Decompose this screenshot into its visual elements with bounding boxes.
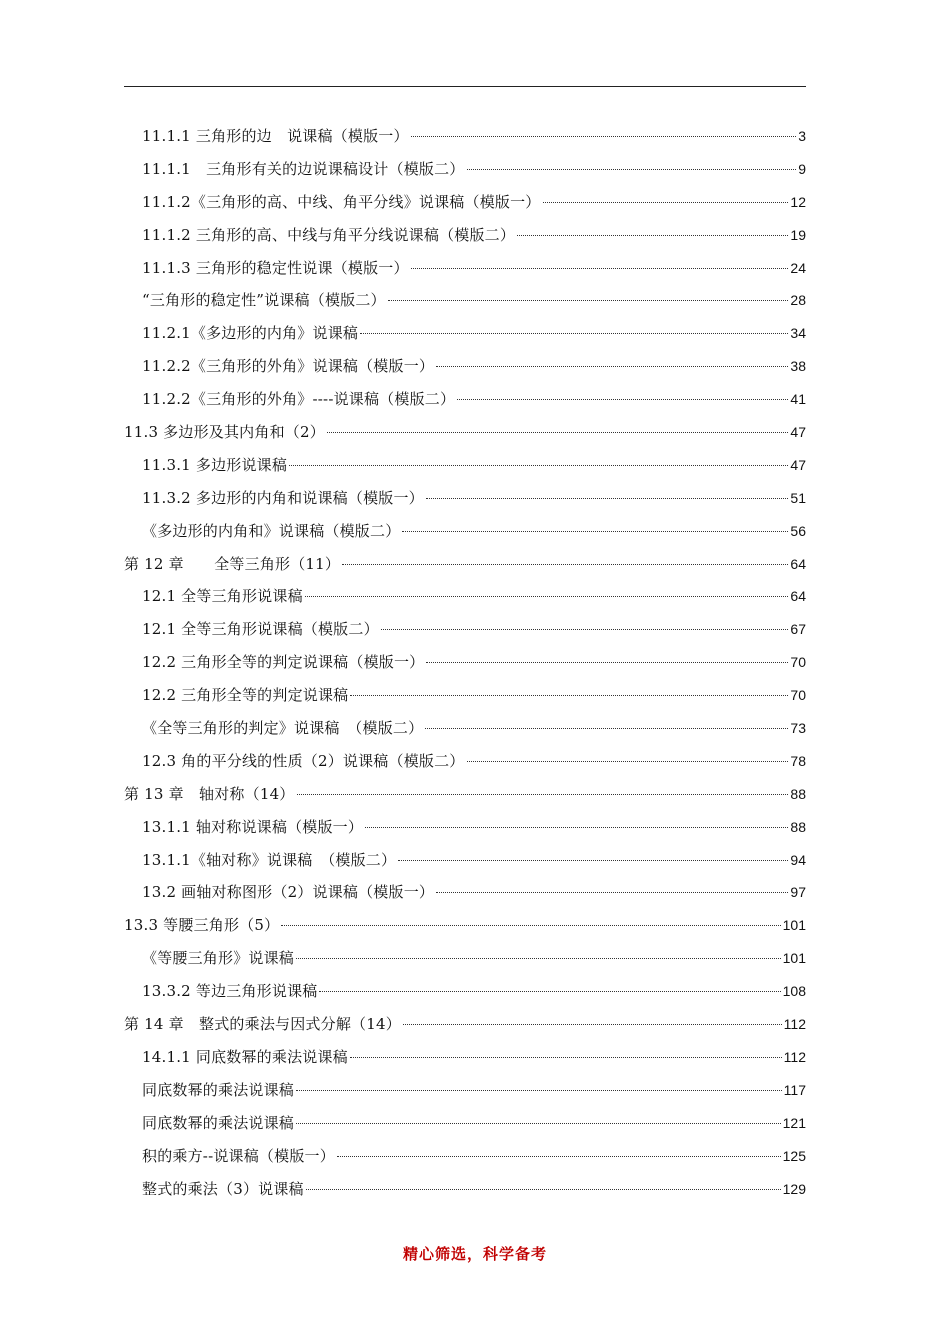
toc-entry-title: 14.1.1 同底数幂的乘法说课稿 (142, 1047, 348, 1066)
dot-leader (296, 958, 781, 959)
toc-entry-title: 12.1 全等三角形说课稿 (142, 587, 303, 606)
dot-leader (281, 925, 780, 926)
toc-entry-title: 11.1.1 三角形的边 说课稿（模版一） (142, 127, 409, 145)
toc-entry[interactable] (124, 1041, 806, 1074)
toc-entry-title: “三角形的稳定性”说课稿（模版二） (142, 291, 386, 310)
toc-entry-page: 64 (790, 555, 806, 572)
toc-entry-page: 94 (790, 851, 806, 868)
toc-entry[interactable] (124, 712, 806, 745)
dot-leader (350, 1057, 782, 1058)
toc-entry-page: 19 (790, 226, 806, 243)
toc-entry-title: 同底数幂的乘法说课稿 (142, 1113, 295, 1132)
dot-leader (306, 1189, 781, 1190)
toc-entry[interactable] (124, 120, 806, 153)
toc-entry-page: 101 (782, 917, 806, 934)
toc-entry[interactable] (124, 186, 806, 219)
toc-entry-title: 13.3.2 等边三角形说课稿 (142, 982, 318, 1001)
dot-leader (457, 399, 788, 400)
dot-leader (342, 564, 788, 565)
toc-entry-page: 12 (790, 193, 806, 210)
toc-entry-title: 12.2 三角形全等的判定说课稿（模版一） (142, 653, 425, 672)
toc-entry[interactable] (124, 548, 806, 581)
toc-entry-title: 13.2 画轴对称图形（2）说课稿（模版一） (142, 883, 435, 902)
toc-entry[interactable] (124, 1173, 806, 1206)
toc-entry[interactable] (124, 1107, 806, 1140)
dot-leader (381, 629, 789, 630)
toc-entry[interactable] (124, 975, 806, 1008)
toc-entry-page: 38 (790, 358, 806, 375)
toc-entry-page: 67 (790, 621, 806, 638)
toc-entry-page: 117 (783, 1081, 806, 1098)
dot-leader (402, 531, 788, 532)
dot-leader (360, 333, 788, 334)
toc-entry-title: 12.2 三角形全等的判定说课稿 (142, 686, 349, 705)
toc-entry-page: 78 (790, 752, 806, 769)
dot-leader (403, 1024, 782, 1025)
toc-entry-title: 11.3 多边形及其内角和（2） (124, 423, 325, 442)
toc-entry-page: 3 (798, 128, 806, 144)
dot-leader (289, 465, 788, 466)
toc-entry-title: 11.1.1 三角形有关的边说课稿设计（模版二） (142, 159, 465, 178)
toc-entry[interactable] (124, 942, 806, 975)
toc-entry-page: 97 (790, 884, 806, 901)
toc-entry-page: 121 (782, 1114, 806, 1131)
toc-entry[interactable] (124, 745, 806, 778)
toc-entry-title: 12.3 角的平分线的性质（2）说课稿（模版二） (142, 751, 465, 770)
dot-leader (305, 596, 789, 597)
dot-leader (467, 169, 797, 170)
dot-leader (426, 498, 789, 499)
toc-entry[interactable] (124, 515, 806, 548)
toc-entry-page: 70 (790, 654, 806, 671)
toc-entry-page: 108 (782, 983, 806, 1000)
toc-entry[interactable] (124, 482, 806, 515)
dot-leader (411, 268, 789, 269)
toc-entry-title: 11.2.2《三角形的外角》说课稿（模版一） (142, 357, 435, 376)
toc-entry-page: 70 (790, 687, 806, 704)
toc-entry-title: 《多边形的内角和》说课稿（模版二） (142, 521, 401, 540)
dot-leader (365, 827, 788, 828)
toc-entry-title: 11.3.2 多边形的内角和说课稿（模版一） (142, 488, 424, 507)
toc-entry-page: 112 (783, 1048, 806, 1065)
toc-entry[interactable] (124, 1140, 806, 1173)
toc-entry-page: 101 (782, 950, 806, 967)
dot-leader (319, 991, 780, 992)
toc-entry-page: 51 (790, 489, 806, 506)
dot-leader (543, 202, 789, 203)
toc-entry[interactable] (124, 383, 806, 416)
dot-leader (296, 1123, 781, 1124)
toc-entry-title: 11.2.1《多边形的内角》说课稿 (142, 324, 359, 343)
dot-leader (327, 432, 789, 433)
dot-leader (436, 892, 788, 893)
toc-entry-page: 24 (790, 259, 806, 276)
toc-entry-title: 13.3 等腰三角形（5） (124, 916, 280, 935)
toc-entry[interactable] (124, 252, 806, 285)
toc-entry-title: 同底数幂的乘法说课稿 (142, 1080, 295, 1099)
toc-entry-title: 13.1.1《轴对称》说课稿 （模版二） (142, 850, 397, 869)
toc-entry-page: 88 (790, 818, 806, 835)
dot-leader (426, 662, 788, 663)
toc-entry[interactable] (124, 778, 806, 811)
dot-leader (425, 728, 788, 729)
toc-entry-title: 第 13 章 轴对称（14） (124, 784, 295, 803)
toc-entry[interactable] (124, 350, 806, 383)
toc-entry[interactable] (124, 153, 806, 186)
toc-entry-title: 《等腰三角形》说课稿 (142, 949, 295, 968)
toc-entry[interactable] (124, 909, 806, 942)
toc-entry[interactable] (124, 449, 806, 482)
toc-entry[interactable] (124, 876, 806, 909)
toc-entry-page: 64 (790, 588, 806, 605)
toc-entry-title: 第 12 章 全等三角形（11） (124, 554, 341, 573)
dot-leader (436, 366, 788, 367)
toc-entry-title: 11.1.3 三角形的稳定性说课（模版一） (142, 258, 409, 277)
dot-leader (337, 1156, 781, 1157)
toc-entry-page: 34 (790, 325, 806, 342)
toc-entry[interactable] (124, 317, 806, 350)
toc-entry-title: 12.1 全等三角形说课稿（模版二） (142, 620, 379, 639)
dot-leader (517, 235, 788, 236)
toc-entry-page: 56 (790, 522, 806, 539)
toc-entry-page: 28 (790, 292, 806, 309)
dot-leader (297, 794, 789, 795)
toc-entry[interactable] (124, 1074, 806, 1107)
dot-leader (467, 761, 789, 762)
toc-entry[interactable] (124, 679, 806, 712)
toc-entry[interactable] (124, 284, 806, 317)
toc-entry-page: 41 (790, 391, 806, 408)
toc-entry[interactable] (124, 580, 806, 613)
toc-entry-title: 11.3.1 多边形说课稿 (142, 455, 288, 474)
toc-entry-page: 125 (782, 1147, 806, 1164)
toc-entry-title: 整式的乘法（3）说课稿 (142, 1179, 304, 1198)
dot-leader (296, 1090, 782, 1091)
toc-entry[interactable] (124, 219, 806, 252)
toc-entry-title: 11.1.2 三角形的高、中线与角平分线说课稿（模版二） (142, 225, 516, 244)
toc-entry-page: 9 (798, 160, 806, 177)
toc-entry-page: 88 (790, 785, 806, 802)
toc-entry-page: 129 (782, 1180, 806, 1197)
toc-entry-title: 11.1.2《三角形的高、中线、角平分线》说课稿（模版一） (142, 192, 541, 211)
toc-entry-page: 47 (790, 456, 806, 473)
toc-entry-title: 11.2.2《三角形的外角》----说课稿（模版二） (142, 390, 456, 409)
dot-leader (398, 860, 788, 861)
toc-entry-title: 积的乘方--说课稿（模版一） (142, 1146, 335, 1165)
toc-entry[interactable] (124, 844, 806, 877)
toc-entry[interactable] (124, 613, 806, 646)
toc-entry[interactable] (124, 811, 806, 844)
table-of-contents (124, 120, 806, 1205)
toc-entry[interactable] (124, 646, 806, 679)
toc-entry-title: 第 14 章 整式的乘法与因式分解（14） (124, 1015, 401, 1034)
toc-entry-page: 73 (790, 720, 806, 737)
dot-leader (350, 695, 788, 696)
toc-entry-title: 13.1.1 轴对称说课稿（模版一） (142, 817, 364, 836)
toc-entry-page: 47 (790, 424, 806, 441)
toc-entry[interactable] (124, 416, 806, 449)
toc-entry[interactable] (124, 1008, 806, 1041)
toc-entry-page: 112 (783, 1016, 806, 1033)
dot-leader (388, 300, 789, 301)
header-rule (124, 86, 806, 87)
toc-entry-title: 《全等三角形的判定》说课稿 （模版二） (142, 719, 424, 738)
footer-slogan: 精心筛选，科学备考 (402, 1245, 547, 1263)
dot-leader (411, 136, 797, 137)
